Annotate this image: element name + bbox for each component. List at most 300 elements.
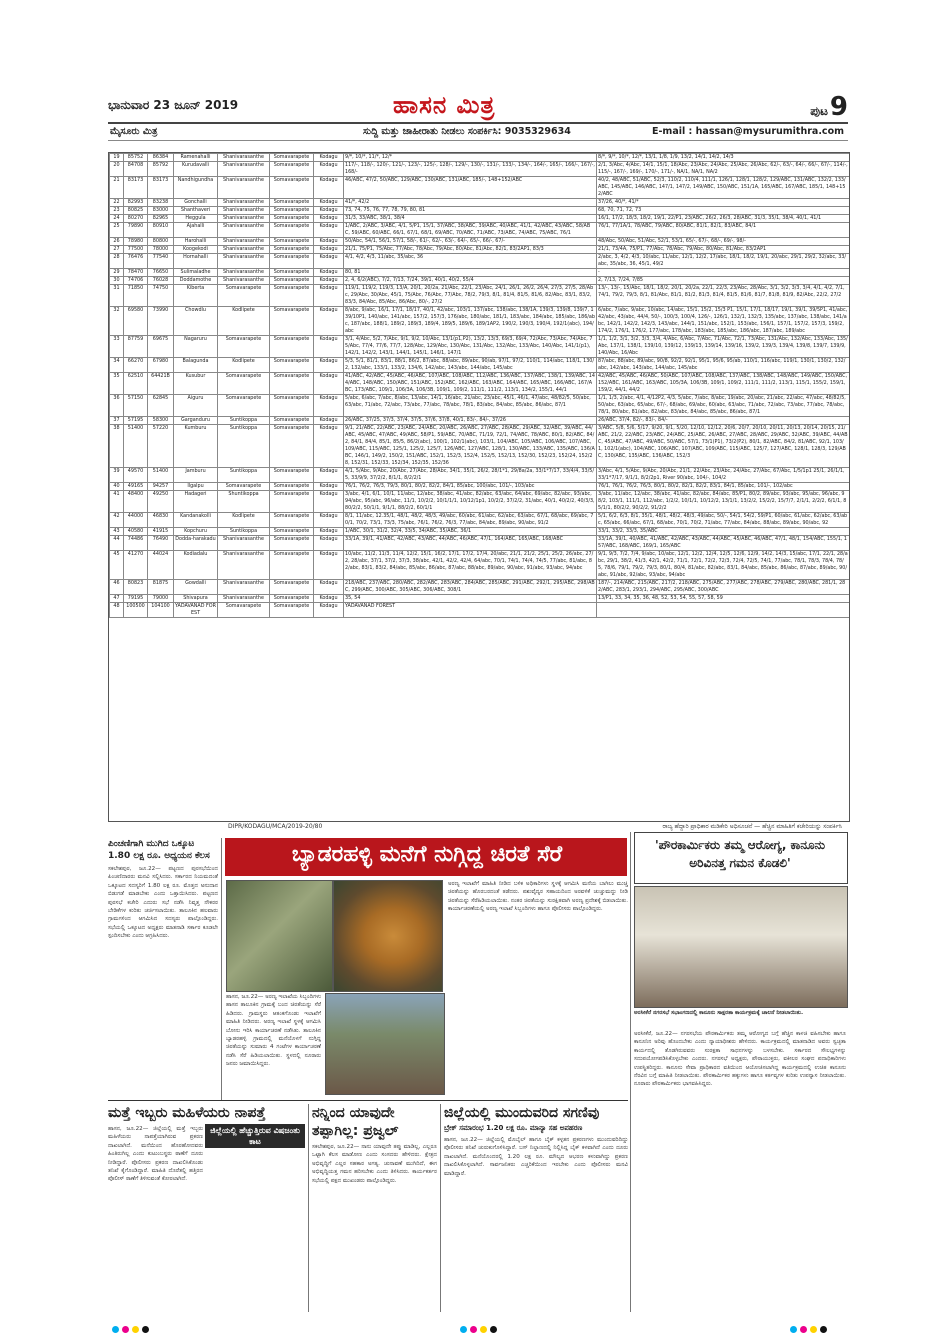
- table-row: [110, 238, 850, 246]
- table-cell: Shanivarasanthe: [218, 254, 270, 269]
- table-cell: Kodagu: [314, 246, 344, 254]
- table-cell: 68, 70, 71, 72, 73: [597, 207, 850, 215]
- table-cell: 80910: [148, 223, 174, 238]
- table-cell: 42/ABC, 45/ABC, 46/ABC, 50/ABC, 107/ABC, 108/ABC, 137/ABC, 138/ABC, 148/ABC, 149/ABC, 150/ABC, 152/ABC, 161/ABC, 163/ABC, 105/3A, 106/3B, 109/1, 109/2, 111/1, 111/2, 113/1, 115/1, 155/2, 159/1, 159/2, 44/1, 44/2: [597, 373, 850, 395]
- table-cell: 2/1, 3/Abc, 4/Abc, 14/1, 15/1, 18/Abc, 23/Abc, 24/Abc, 25/Abc, 26/Abc, 62/-, 63/-, 64/-, 66/-, 67/-, 114/-, 115/-, 167/-, 169/-, 170/-, 171/-, NA/1, NA/1, NA/2: [598, 162, 848, 175]
- photo-crowd: [325, 993, 445, 1095]
- table-cell: 2/abc, 3, 4/2, 4/3, 10/abc, 11/abc, 12/1, 12/2, 17/abc, 18/1, 18/2, 19/1, 20/abc, 29/1, 29/2, 32/abc, 33/abc, 35/abc, 36, 45/1, 49/2: [597, 254, 850, 269]
- table-cell: Somavarapete: [270, 307, 314, 336]
- table-cell: 19: [110, 154, 124, 162]
- registration-dots-icon: [112, 1318, 182, 1326]
- table-cell: Somavarapete: [270, 483, 314, 491]
- table-cell: 35: [110, 373, 124, 395]
- table-cell: 5/abc, 6/abc, 7/abc, 8/abc, 13/abc, 14/1, 16/abc, 21/abc, 23/abc, 45/1, 46/1, 47/abc, 48/82/5, 50/abc, 63/abc, 71/abc, 72/abc, 73/abc, 77/abc, 78/abc, 78/1, 83/abc, 84/abc, 85/abc, 86/abc, 87/1: [344, 395, 597, 417]
- table-cell: 28: [110, 254, 124, 269]
- table-cell: 94257: [148, 483, 174, 491]
- article-body: ಹಾಸನ, ಜೂ.22— ಜಿಲ್ಲೆಯಲ್ಲಿ ಮೊಬೈಲ್ ಹಾಗೂ ಬೈಕ್ ಕಳ್ಳತನ ಪ್ರಕರಣಗಳು ಮುಂದುವರಿದಿದ್ದು ಪೊಲೀಸರು ತನಿಖೆ ಚುರುಕುಗೊಳಿಸಿದ್ದಾರೆ. ಬಸ್ ನಿಲ್ದಾಣದಲ್ಲಿ ನಿಲ್ಲಿಸಿದ್ದ ಬೈಕ್ ಕಳವಾಗಿದೆ ಎಂದು ದೂರು ದಾಖಲಾಗಿದೆ. ಮನೆಯೊಂದರಲ್ಲಿ 1.20 ಲಕ್ಷ ರೂ. ಮೌಲ್ಯದ ಆಭರಣ ಕಳುವಾಗಿದ್ದು ಪ್ರಕರಣ ದಾಖಲಿಸಿಕೊಳ್ಳಲಾಗಿದೆ. ಸಾರ್ವಜನಿಕರು ಎಚ್ಚರಿಕೆಯಿಂದ ಇರಬೇಕು ಎಂದು ಪೊಲೀಸರು ಮನವಿ ಮಾಡಿದ್ದಾರೆ.: [444, 1137, 628, 1177]
- table-cell: Somavarapete: [270, 177, 314, 199]
- table-cell: 46830: [148, 513, 174, 528]
- table-cell: 29: [110, 269, 124, 277]
- article-body: ಹಾಸನ, ಜೂ.22— ಜಿಲ್ಲೆಯಲ್ಲಿ ಮತ್ತೆ ಇಬ್ಬರು ಮಹಿಳೆಯರು ನಾಪತ್ತೆಯಾಗಿರುವ ಪ್ರಕರಣ ದಾಖಲಾಗಿದೆ. ಮನೆಯಿಂದ ಹೊರಹೋದವರು ಹಿಂತಿರುಗಿಲ್ಲ ಎಂದು ಕುಟುಂಬಸ್ಥರು ಠಾಣೆಗೆ ದೂರು ನೀಡಿದ್ದಾರೆ. ಪೊಲೀಸರು ಪ್ರಕರಣ ದಾಖಲಿಸಿಕೊಂಡು ತನಿಖೆ ಕೈಗೊಂಡಿದ್ದಾರೆ. ಮಾಹಿತಿ ದೊರೆತಲ್ಲಿ ಹತ್ತಿರದ ಪೊಲೀಸ್ ಠಾಣೆಗೆ ತಿಳಿಸುವಂತೆ ಕೋರಲಾಗಿದೆ.: [108, 1126, 203, 1183]
- table-cell: 51400: [124, 425, 148, 468]
- table-cell: Shanivarasanthe: [218, 223, 270, 238]
- table-cell: 27: [110, 246, 124, 254]
- table-cell: Somavarapete: [270, 277, 314, 285]
- table-row: [110, 154, 850, 162]
- table-cell: Kodagu: [314, 603, 344, 618]
- table-cell: Shanivarasanthe: [218, 215, 270, 223]
- table-cell: Shanivarasanthe: [218, 154, 270, 162]
- table-cell: Somavarapete: [270, 246, 314, 254]
- table-cell: 40580: [124, 528, 148, 536]
- table-cell: Somavarapete: [270, 395, 314, 417]
- table-cell: Somavarapete: [270, 580, 314, 595]
- table-cell: Kodagu: [314, 277, 344, 285]
- table-cell: 2, 7/13, 7/24, 7/85: [597, 277, 850, 285]
- bottom-divider: [108, 1100, 628, 1101]
- table-row: [110, 269, 850, 277]
- photo-meeting: [634, 886, 848, 1008]
- table-cell: 78980: [124, 238, 148, 246]
- table-cell: Shanivarasanthe: [218, 207, 270, 215]
- photo-caption: ಅರಸೀಕೆರೆ ನಗರಸಭೆ ಸಭಾಂಗಣದಲ್ಲಿ ಕಾನೂನು ಸಾಕ್ಷರತಾ ಕಾರ್ಯಕ್ರಮಕ್ಕೆ ಚಾಲನೆ ನೀಡಲಾಯಿತು.: [634, 1010, 804, 1016]
- table-cell: 22: [110, 199, 124, 207]
- right-body: ಅರಸೀಕೆರೆ, ಜೂ.22— ನಗರಸಭೆಯ ಪೌರಕಾರ್ಮಿಕರು ತಮ್ಮ ಆರೋಗ್ಯದ ಬಗ್ಗೆ ಹೆಚ್ಚಿನ ಕಾಳಜಿ ವಹಿಸಬೇಕು ಹಾಗೂ ಕಾನೂನಿನ ಅರಿವು ಹೊಂದಬೇಕು ಎಂದು ನ್ಯಾಯಾಧೀಶರು ಹೇಳಿದರು. ಕಾರ್ಯಕ್ರಮದಲ್ಲಿ ಮಾತನಾಡಿದ ಅವರು ಸ್ವಚ್ಛತಾ ಕಾರ್ಯದಲ್ಲಿ ತೊಡಗಿರುವವರು ಸುರಕ್ಷತಾ ಸಾಧನಗಳನ್ನು ಬಳಸಬೇಕು. ಸರ್ಕಾರದ ಸೌಲಭ್ಯಗಳನ್ನು ಸದುಪಯೋಗಪಡಿಸಿಕೊಳ್ಳಬೇಕು ಎಂದರು. ನಗರಸಭೆ ಅಧ್ಯಕ್ಷರು, ಪೌರಾಯುಕ್ತರು, ವಕೀಲರ ಸಂಘದ ಪದಾಧಿಕಾರಿಗಳು ಉಪಸ್ಥಿತರಿದ್ದರು. ಕಾನೂನು ಸೇವಾ ಪ್ರಾಧಿಕಾರದ ವತಿಯಿಂದ ಆಯೋಜಿಸಲಾಗಿದ್ದ ಕಾರ್ಯಕ್ರಮದಲ್ಲಿ ಉಚಿತ ಕಾನೂನು ನೆರವಿನ ಬಗ್ಗೆ ಮಾಹಿತಿ ನೀಡಲಾಯಿತು. ಪೌರಕಾರ್ಮಿಕರ ಹಕ್ಕುಗಳು ಹಾಗೂ ಕರ್ತವ್ಯಗಳ ಕುರಿತು ಉಪನ್ಯಾಸ ನೀಡಲಾಯಿತು. ನೂರಾರು ಪೌರಕಾರ್ಮಿಕರು ಭಾಗವಹಿಸಿದ್ದರು.: [634, 1031, 846, 1088]
- table-cell: Kodagu: [314, 536, 344, 551]
- table-row: [110, 536, 850, 551]
- column-rule: [221, 838, 222, 1100]
- table-cell: Kopchuru: [174, 528, 218, 536]
- table-cell: 26: [110, 238, 124, 246]
- table-cell: Somavarapete: [270, 595, 314, 603]
- table-cell: 80, 81: [344, 269, 597, 277]
- table-row: [110, 162, 850, 177]
- table-cell: Nandhigundha: [174, 177, 218, 199]
- table-cell: Kumburu: [174, 425, 218, 468]
- table-cell: 34: [110, 358, 124, 373]
- table-cell: Somavarapete: [270, 491, 314, 513]
- table-cell: Shanivarasanthe: [218, 551, 270, 580]
- table-cell: Somavarapete: [218, 395, 270, 417]
- table-cell: Kodagu: [314, 595, 344, 603]
- table-cell: 1/1, 1/2, 3/1, 3/2, 3/3, 3/4, 4/Abc, 6/Abc, 7/Abc, 71/Abc, 72/1, 73/Abc, 131/Abc, 132/Abc, 133/Abc, 135/Abc, 137/1, 138/1, 139/10, 139/12, 139/13, 139/14, 139/16, 139/2, 139/3, 139/4, 139/8, 139/7, 139/9, 140/Abc, 16/Abc: [598, 336, 848, 356]
- table-cell: Kodiadalu: [174, 551, 218, 580]
- table-cell: 13/P1, 33, 34, 35, 36, 48, 52, 53, 54, 55, 57, 58, 59: [597, 595, 850, 603]
- table-cell: 82965: [148, 215, 174, 223]
- table-cell: 69580: [124, 307, 148, 336]
- table-cell: 87/abc, 88/abc, 89/abc, 90/8, 92/2, 92/1, 95/1, 95/6, 95/ab, 110/1, 116/abc, 119/1, 130/1, 130/2, 132/abc, 142/abc, 143/abc, 144/abc, 145/abc: [597, 358, 850, 373]
- table-cell: 8/abc, 9/abc, 16/1, 17/1, 18/17, 40/1, 42/abc, 103/1, 137/abc, 138/abc, 138/1A, 139/3, 139/8, 139/7, 139/10P1, 140/abc, 141/abc, 157/2, 157/3, 176/abc, 180/abc, 181/1, 183/abc, 184/abc, 185/abc, 186/abc, 187/abc, 188/1, 189/2, 189/3, 189/4, 189/5, 189/6, 189/1AP2, 190/2, 190/3, 190/4, 192/1(abc), 194/abc: [345, 307, 595, 334]
- table-cell: 80823: [124, 580, 148, 595]
- table-cell: 30: [110, 277, 124, 285]
- main-body-a: ಹಾಸನ, ಜೂ.22— ಅರಣ್ಯ ಇಲಾಖೆಯ ಸಿಬ್ಬಂದಿಗಳು ಹಾಸನ ತಾಲೂಕಿನ ಗ್ರಾಮಕ್ಕೆ ಬಂದ ಚಿರತೆಯನ್ನು ಸೆರೆ ಹಿಡಿದರು. ಗ್ರಾಮಸ್ಥರು ಆತಂಕಗೊಂಡು ಇಲಾಖೆಗೆ ಮಾಹಿತಿ ನೀಡಿದರು. ಅರಣ್ಯ ಇಲಾಖೆ ಸ್ಥಳಕ್ಕೆ ಆಗಮಿಸಿ ಬೋನು ಇರಿಸಿ ಕಾರ್ಯಾಚರಣೆ ನಡೆಸಿತು. ತಾಲೂಕಿನ ಬ್ಯಾಡರಹಳ್ಳಿ ಗ್ರಾಮದಲ್ಲಿ ಮನೆಯೊಳಗೆ ನುಗ್ಗಿದ್ದ ಚಿರತೆಯನ್ನು ಸುಮಾರು 4 ಗಂಟೆಗಳ ಕಾರ್ಯಾಚರಣೆ ನಡೆಸಿ ಸೆರೆ ಹಿಡಿಯಲಾಯಿತು. ಸ್ಥಳದಲ್ಲಿ ನೂರಾರು ಜನರು ಜಮಾಯಿಸಿದ್ದರು.: [226, 994, 321, 1068]
- table-cell: Kodagu: [314, 254, 344, 269]
- table-cell: 82993: [124, 199, 148, 207]
- table-cell: YADAVANAD FOREST: [175, 603, 216, 616]
- table-cell: 8/*, 9/*, 10/*, 12/*, 13/1, 1/8, 1/9, 13/2, 14/1, 14/2, 14/3: [597, 154, 850, 162]
- table-cell: 49570: [124, 468, 148, 483]
- table-cell: Kodagu: [314, 177, 344, 199]
- table-cell: 77540: [148, 254, 174, 269]
- table-row: [110, 336, 850, 358]
- table-cell: 41/*, 42/2: [344, 199, 597, 207]
- table-cell: 3/abc, 11/abc, 12/abc, 38/abc, 41/abc, 82/abc, 84/abc, 85/P1, 80/2, 89/abc, 93/abc, 95/abc, 96/abc, 98/2, 103/1, 111/1, 112/abc, 1/2/2, 10/1/1, 10/12/2, 13/1/1, 13/2/2, 15/2/2, 15/7/7, 2/1/1, 2/2/2, 6/1/1, 85/1/1, 80/2/2, 90/2/2, 91/2/2: [597, 491, 850, 513]
- table-cell: 104100: [148, 603, 174, 618]
- table-cell: 47: [110, 595, 124, 603]
- table-cell: Kurudavalli: [174, 162, 218, 177]
- table-cell: 38: [110, 425, 124, 468]
- table-cell: 44000: [124, 513, 148, 528]
- table-cell: 51400: [148, 468, 174, 483]
- table-cell: Kodagu: [314, 551, 344, 580]
- table-row: [110, 425, 850, 468]
- table-cell: 40: [110, 483, 124, 491]
- table-cell: 21/1, 75/P1, 75/Abc, 77/Abc, 78/Abc, 79/Abc, 80/Abc, 81/Abc, 82/1, 83/2AP1, 83/3: [344, 246, 597, 254]
- page-label: [810, 92, 848, 122]
- table-cell: 67980: [148, 358, 174, 373]
- table-row: [110, 603, 850, 618]
- table-row: [110, 395, 850, 417]
- table-cell: Somavarapete: [270, 154, 314, 162]
- table-cell: Somavarapete: [270, 238, 314, 246]
- table-cell: Kandanakolli: [174, 513, 218, 528]
- table-row: [110, 215, 850, 223]
- table-cell: 69675: [148, 336, 174, 358]
- article-headline: ಪಿಂಚಣಿಗಾಗಿ ಮುಗಿದ ಒಕ್ಕೂಟ 1.80 ಲಕ್ಷ ರೂ. ಅಧ್ಯಯನ ಕೆಲಸ: [108, 839, 210, 861]
- table-cell: 73, 74, 75, 76, 77, 78, 79, 80, 81: [344, 207, 597, 215]
- table-cell: 48/Abc, 50/Abc, 51/Abc, 52/1, 53/1, 65/-, 67/-, 68/-, 69/-, 98/-: [597, 238, 850, 246]
- table-cell: Kodagu: [314, 162, 344, 177]
- table-cell: Somavarapete: [270, 536, 314, 551]
- article-pension: [108, 838, 218, 1098]
- table-cell: 85792: [148, 162, 174, 177]
- table-cell: 26/ABC, 37/4, 82/-, 83/-, 84/-: [597, 417, 850, 425]
- table-row: [110, 223, 850, 238]
- table-cell: 74750: [148, 285, 174, 307]
- table-cell: Somavarapete: [218, 285, 270, 307]
- photo-leopard: [333, 880, 443, 992]
- table-cell: Shanivarasanthe: [218, 277, 270, 285]
- table-cell: 24: [110, 215, 124, 223]
- table-cell: Somavarapete: [270, 199, 314, 207]
- table-cell: 76476: [124, 254, 148, 269]
- table-cell: 58300: [148, 417, 174, 425]
- info-bar: [108, 122, 848, 141]
- contact-line: ಸುದ್ದಿ ಮತ್ತು ಜಾಹೀರಾತು ನೀಡಲು ಸಂಪರ್ಕಿಸಿ: 9035329634: [363, 126, 571, 137]
- table-cell: Kodlipete: [218, 513, 270, 528]
- table-cell: Somavarapete: [270, 358, 314, 373]
- table-cell: Ilgalpu: [174, 483, 218, 491]
- table-cell: Shanivarasanthe: [218, 162, 270, 177]
- table-cell: 218/ABC, 237/ABC, 280/ABC, 282/ABC, 283/ABC, 284/ABC, 285/ABC, 291/ABC, 292/1, 295/ABC, 298/ABC, 299/ABC, 300/ABC, 305/ABC, 306/ABC, 308/1: [345, 580, 595, 593]
- table-cell: Somavarapete: [270, 162, 314, 177]
- table-cell: Kodlipete: [218, 358, 270, 373]
- table-cell: Kodagu: [314, 580, 344, 595]
- table-cell: 57150: [124, 395, 148, 417]
- table-cell: Suntikoppa: [218, 468, 270, 483]
- table-cell: Kodagu: [314, 491, 344, 513]
- table-cell: 45: [110, 551, 124, 580]
- table-row: [110, 285, 850, 307]
- table-cell: Nagaruru: [174, 336, 218, 358]
- table-cell: Gowdalli: [174, 580, 218, 595]
- table-cell: Kodagu: [314, 238, 344, 246]
- table-cell: Somavarapete: [218, 373, 270, 395]
- table-cell: 4/1, 4/2, 4/3, 11/abc, 35/abc, 36: [344, 254, 597, 269]
- table-cell: Chowdlu: [174, 307, 218, 336]
- table-cell: 9/1, 9/3, 7/2, 7/4, 9/abc, 10/abc, 12/1, 12/2, 12/4, 12/5, 12/6, 12/9, 14/2, 14/3, 15/abc, 17/1, 22/1, 28/abc, 29/1, 38/2, 41/3, 42/1, 42/2, 71/1, 72/1, 72/2, 72/3, 72/4, 72/5, 74/1, 77/abc, 78/1, 78/3, 78/4, 78/5, 78/6, 79/1, 79/2, 79/3, 80/1, 80/4, 81/abc, 82/abc, 83/1, 84/abc, 85/abc, 86/abc, 87/abc, 89/abc, 90/abc, 91/abc, 92/abc, 93/abc, 94/abc: [598, 551, 848, 578]
- table-cell: 100500: [124, 603, 148, 618]
- table-cell: 76/1, 76/2, 76/3, 79/3, 80/1, 80/2, 82/2, 84/1, 85/abc, 100/abc, 101/-, 103/abc: [344, 483, 597, 491]
- table-cell: Kodagu: [314, 154, 344, 162]
- table-cell: 83000: [148, 207, 174, 215]
- table-cell: Kodagu: [314, 336, 344, 358]
- table-cell: 44024: [148, 551, 174, 580]
- paper-name: ಮೈಸೂರು ಮಿತ್ರ: [110, 126, 158, 137]
- table-cell: 57195: [124, 417, 148, 425]
- table-cell: 76490: [148, 536, 174, 551]
- table-cell: Somavarapete: [270, 603, 314, 618]
- table-cell: Dodda-harakadu: [174, 536, 218, 551]
- table-cell: Ramenahalli: [174, 154, 218, 162]
- table-cell: 41/ABC, 42/ABC, 45/ABC, 46/ABC, 107/ABC, 108/ABC, 112/ABC, 136/ABC, 137/ABC, 138/1, 139/ABC, 144/ABC, 148/ABC, 150/ABC, 151/ABC, 152/ABC, 162/ABC, 163/ABC, 164/ABC, 165/ABC, 166/ABC, 167/ABC, 173/ABC, 109/1, 106/3A, 106/3B, 109/1, 109/2, 111/1, 111/2, 113/1, 134/2, 155/1, 44/1: [345, 373, 595, 393]
- table-cell: Suntikoppa: [218, 425, 270, 468]
- table-cell: 48400: [124, 491, 148, 513]
- table-cell: Sulimaladhe: [174, 269, 218, 277]
- table-cell: 81875: [148, 580, 174, 595]
- table-cell: 41270: [124, 551, 148, 580]
- table-cell: 48: [110, 603, 124, 618]
- table-cell: 76/1, 77/1A/1, 78/ABC, 79/ABC, 80/ABC, 81/1, 82/1, 83/ABC, 84/1: [597, 223, 850, 238]
- table-cell: 36: [110, 395, 124, 417]
- table-cell: Somavarapete: [270, 215, 314, 223]
- table-cell: 43: [110, 528, 124, 536]
- table-cell: [597, 603, 850, 618]
- table-cell: 1/ABC, 2/ABC, 3/ABC, 4/1, 5/P1, 15/1, 37/ABC, 38/ABC, 39/ABC, 40/ABC, 41/1, 42/ABC, 43/ABC, 58/ABC, 59/ABC, 60/ABC, 66/1, 67/1, 68/1, 69/ABC, 70/ABC, 71/ABC, 73/ABC, 74/ABC, 75/ABC, 76/1: [344, 223, 597, 238]
- page-number: 9: [829, 92, 848, 122]
- table-cell: Somavarapete: [270, 285, 314, 307]
- table-cell: 39: [110, 468, 124, 483]
- registration-dots-icon: [790, 1318, 860, 1326]
- table-cell: Somavarapete: [270, 254, 314, 269]
- table-cell: 46: [110, 580, 124, 595]
- table-cell: Heggula: [174, 215, 218, 223]
- table-cell: Shanivarasanthe: [218, 238, 270, 246]
- table-cell: Kodagu: [314, 199, 344, 207]
- table-cell: 6/abc, 7/abc, 9/abc, 10/abc, 14/abc, 15/1, 15/2, 15/3 P1, 15/1, 17/1, 18/17, 19/1, 39/1, 39/5P1, 41/abc, 42/abc, 43/abc, 44/4, 50/-, 100/3, 100/4, 126/-, 126/1, 132/1, 132/3, 135/abc, 137/abc, 138/abc, 141/abc, 142/1, 142/2, 142/3, 143/abc, 144/1, 151/abc, 152/1, 153/abc, 156/1, 157/1, 157/2, 157/3, 159/2, 174/2, 176/1, 176/2, 177/abc, 178/abc, 183/abc, 185/abc, 186/abc, 187/abc, 189/abc: [597, 307, 850, 336]
- table-cell: 41915: [148, 528, 174, 536]
- issue-date: ಭಾನುವಾರ 23 ಜೂನ್ 2019: [108, 98, 239, 112]
- table-cell: 40/2, 48/ABC, 51/ABC, 52/3, 110/2, 110/4, 111/1, 126/1, 128/1, 128/2, 129/ABC, 131/ABC, 132/2, 133/ABC, 145/ABC, 146/ABC, 147/1, 147/2, 149/ABC, 150/ABC, 151/1A, 165/ABC, 167/ABC, 185/1, 148+152/ABC: [597, 177, 850, 199]
- table-cell: 31/3, 33/ABC, 38/1, 38/4: [344, 215, 597, 223]
- photo-officials: [226, 880, 333, 992]
- table-cell: 33: [110, 336, 124, 358]
- table-row: [110, 595, 850, 603]
- table-cell: Kodagu: [314, 373, 344, 395]
- table-cell: 73990: [148, 307, 174, 336]
- article-theft: [444, 1104, 628, 1314]
- table-cell: Somavarapete: [270, 468, 314, 483]
- table-cell: 5/1, 6/2, 6/3, 8/1, 35/1, 48/1, 48/2, 48/3, 49/abc, 50/-, 54/1, 54/2, 59/P1, 60/abc, 61/abc, 62/abc, 63/abc, 65/abc, 66/abc, 67/1, 68/abc, 70/1, 70/2, 71/abc, 77/abc, 84/abc, 88/abc, 89/abc, 90/abc, 92: [597, 513, 850, 528]
- article-badge: ಜಿಲ್ಲೆಯಲ್ಲಿ ಹೆಚ್ಚುತ್ತಿರುವ ವಿಷಜಂತು ಕಾಟ: [205, 1124, 305, 1148]
- table-cell: Kodagu: [314, 513, 344, 528]
- newspaper-logo: ಹಾಸನ ಮಿತ್ರ: [393, 90, 496, 119]
- table-cell: 84708: [124, 162, 148, 177]
- article-subheadline: ಬ್ರೇಕ್ ಸಮಾರಂಭ 1.20 ಲಕ್ಷ ರೂ. ಮಾನ್ಯಾ ಸಹ ಅಪಹರಣ: [444, 1124, 583, 1132]
- table-cell: Aiguru: [174, 395, 218, 417]
- table-cell: Somavarapete: [270, 417, 314, 425]
- table-cell: Hornahalli: [174, 254, 218, 269]
- notice-note: ರಾಜ್ಯ ಹೆದ್ದಾರಿ ಪ್ರಾಧಿಕಾರ ಮಡಿಕೇರಿ ಅಧಿಸೂಚನೆ — ಹೆಚ್ಚಿನ ಮಾಹಿತಿಗೆ ಕಚೇರಿಯನ್ನು ಸಂಪರ್ಕಿಸಿ: [662, 823, 842, 830]
- table-cell: 76028: [148, 277, 174, 285]
- table-cell: 80825: [124, 207, 148, 215]
- table-cell: Shuntikoppa: [218, 491, 270, 513]
- table-cell: 13/-, 13/-, 15/Abc, 18/1, 18/2, 20/1, 20/2a, 22/1, 22/3, 23/Abc, 28/Abc, 3/1, 3/2, 3/3, 3/4, 4/1, 4/2, 7/1, 74/1, 79/2, 79/3, 8/1, 81/Abc, 81/1, 81/2, 81/3, 81/4, 81/5, 81/6, 81/7, 81/8, 81/9, 82/Abc, 22/2, 27/2: [597, 285, 850, 307]
- table-row: [110, 580, 850, 595]
- table-cell: 57220: [148, 425, 174, 468]
- table-cell: Balagunda: [174, 358, 218, 373]
- table-row: [110, 513, 850, 528]
- table-row: [110, 307, 850, 336]
- table-cell: 37/26, 40/*, 41/*: [597, 199, 850, 207]
- table-cell: Somavarapete: [270, 269, 314, 277]
- table-cell: 42: [110, 513, 124, 528]
- email-address: E-mail : hassan@mysurumithra.com: [651, 126, 844, 137]
- table-cell: Kodagu: [314, 307, 344, 336]
- table-cell: 87759: [124, 336, 148, 358]
- table-row: [110, 491, 850, 513]
- table-cell: 2, 4, 6/2(ABC), 7/2, 7/13, 7/24, 39/1, 40/1, 40/2, 55/4: [344, 277, 597, 285]
- table-row: [110, 551, 850, 580]
- article-headline: ನನ್ನಿಂದ ಯಾವುದೇ ತಪ್ಪಾಗಿಲ್ಲ: ಪ್ರಜ್ವಲ್: [312, 1105, 399, 1139]
- table-cell: 85752: [124, 154, 148, 162]
- table-cell: 1/1, 1/3, 2/abc, 4/1, 4/12P2, 4/3, 5/abc, 7/abc, 8/abc, 19/abc, 20/abc, 21/abc, 22/abc, 47/abc, 48/82/5, 50/abc, 63/abc, 65/abc, 67/-, 68/abc, 69/abc, 60/abc, 63/abc, 71/abc, 72/abc, 73/abc, 77/abc, 78/abc, 78/1, 80/abc, 81/abc, 82/abc, 83/abc, 84/abc, 85/abc, 86/abc, 87/1: [597, 395, 850, 417]
- table-cell: 79000: [148, 595, 174, 603]
- table-cell: 26/ABC, 37/25, 37/3, 37/4, 37/5, 37/6, 37/8, 40/1, 83/-, 84/-, 37/26: [344, 417, 597, 425]
- table-cell: Ajahalli: [174, 223, 218, 238]
- table-cell: 83238: [148, 199, 174, 207]
- table-row: [110, 207, 850, 215]
- table-cell: Somavarapete: [270, 425, 314, 468]
- table-cell: 10/abc, 11/2, 11/3, 11/4, 12/2, 15/1, 16/2, 17/1, 17/2, 17/4, 20/abc, 21/1, 21/2, 25/1, 25/2, 26/abc, 27/2, 28/abc, 37/1, 37/2, 37/3, 38/abc, 42/1, 42/2, 42/4, 64/abc, 70/1, 74/1, 74/4, 74/5, 77/abc, 81/abc, 82/abc, 83/1, 83/2, 84/abc, 85/abc, 86/abc, 87/abc, 88/abc, 89/abc, 90/abc, 91/abc, 93/abc, 94/abc: [344, 551, 597, 580]
- article-snake: [205, 1124, 305, 1314]
- table-cell: 9/*, 10/*, 11/*, 12/*: [344, 154, 597, 162]
- article-headline: ಜಿಲ್ಲೆಯಲ್ಲಿ ಮುಂದುವರಿದ ಸಗಣಿವು: [444, 1105, 600, 1121]
- masthead: [108, 92, 848, 120]
- table-cell: 23: [110, 207, 124, 215]
- table-cell: Kodagu: [314, 417, 344, 425]
- table-cell: Kiberta: [174, 285, 218, 307]
- table-cell: 74486: [124, 536, 148, 551]
- table-cell: 76/1, 76/1, 76/2, 76/3, 80/1, 80/2, 82/1, 82/2, 83/1, 84/1, 85/abc, 101/-, 102/abc: [597, 483, 850, 491]
- table-cell: 33/1A, 39/1, 40/ABC, 41/ABC, 42/ABC, 43/ABC, 44/ABC, 45/ABC, 46/ABC, 47/1, 48/1, 154/ABC, 155/1, 157/ABC, 168/ABC, 169/1, 165/ABC: [597, 536, 850, 551]
- table-cell: 35, 54: [344, 595, 597, 603]
- notice-reference: DIPR/KODAGU/MCA/2019-20/80: [228, 823, 323, 830]
- table-cell: Shanivarasanthe: [218, 580, 270, 595]
- table-cell: 41: [110, 491, 124, 513]
- table-row: [110, 199, 850, 207]
- table-row: [110, 277, 850, 285]
- table-cell: Shanivarasanthe: [218, 177, 270, 199]
- table-cell: Kusubur: [174, 373, 218, 395]
- table-row: [110, 246, 850, 254]
- table-cell: Shanivarasanthe: [218, 269, 270, 277]
- table-cell: 71850: [124, 285, 148, 307]
- table-cell: 83173: [148, 177, 174, 199]
- table-cell: YADAVANAD FOREST: [344, 603, 597, 618]
- table-cell: 25: [110, 223, 124, 238]
- table-cell: 1/ABC, 30/1, 31/2, 32/4, 33/5, 34/ABC, 35/ABC, 36/1: [344, 528, 597, 536]
- table-row: [110, 528, 850, 536]
- table-cell: 31: [110, 285, 124, 307]
- right-headline: 'ಪೌರಕಾರ್ಮಿಕರು ತಮ್ಮ ಆರೋಗ್ಯ, ಕಾನೂನು ಅರಿವಿನತ್ತ ಗಮನ ಕೊಡಲಿ': [654, 838, 826, 870]
- table-cell: Shanthaveri: [174, 207, 218, 215]
- table-cell: Shanivarasanthe: [218, 246, 270, 254]
- table-cell: 86384: [148, 154, 174, 162]
- table-cell: 74706: [124, 277, 148, 285]
- table-row: [110, 417, 850, 425]
- table-cell: Somavarapete: [270, 336, 314, 358]
- table-cell: 62845: [148, 395, 174, 417]
- table-row: [110, 254, 850, 269]
- table-cell: 3/abc, 4/1, 6/1, 10/1, 11/abc, 12/abc, 38/abc, 41/abc, 82/abc, 63/abc, 64/abc, 69/abc, 82/abc, 93/abc, 94/abc, 95/abc, 96/abc, 11/1, 10/2/2, 10/1/1/1, 10/12/1p1, 10/2/2, 37/2/2, 31/abc, 40/1, 40/2/2, 40/3/3, 80/2/2, 50/1/1, 9/1/1, 88/2/2, 60/1/1: [345, 491, 595, 511]
- column-rule: [440, 1104, 441, 1312]
- table-cell: 16/1, 17/2, 18/3, 18/2, 19/1, 22/P1, 23/ABC, 26/2, 26/3, 28/ABC, 31/3, 35/1, 38/4, 40/1, 41/1: [597, 215, 850, 223]
- table-cell: Somavarapete: [270, 528, 314, 536]
- table-cell: 33/1, 33/2, 33/3, 35/ABC: [597, 528, 850, 536]
- table-footer: [108, 820, 848, 832]
- table-cell: 20: [110, 162, 124, 177]
- table-cell: 76650: [148, 269, 174, 277]
- table-cell: Somavarapete: [270, 223, 314, 238]
- table-cell: 21: [110, 177, 124, 199]
- table-cell: Shivapura: [174, 595, 218, 603]
- table-cell: Kodagu: [314, 358, 344, 373]
- table-cell: Somavarapete: [270, 207, 314, 215]
- table-cell: Somavarapete: [270, 513, 314, 528]
- table-cell: 37: [110, 417, 124, 425]
- table-cell: 78000: [148, 246, 174, 254]
- table-cell: 49250: [148, 491, 174, 513]
- table-cell: 119/1, 119/2, 119/3, 13/A, 20/1, 20/2a, 21/Abc, 22/1, 23/Abc, 24/1, 26/1, 26/2, 26/4, 27/3, 27/5, 28/Abc, 29/Abc, 30/Abc, 45/1, 75/Abc, 76/Abc, 77/Abc, 78/2, 79/3, 8/1, 81/4, 81/5, 81/6, 82/Abc, 83/1, 83/2, 83/3, 84/Abc, 85/Abc, 86/Abc, 80/-, 27/2: [344, 285, 597, 307]
- column-rule: [308, 1104, 309, 1312]
- table-cell: 49165: [124, 483, 148, 491]
- table-cell: -: [597, 269, 850, 277]
- table-cell: Koogekodi: [174, 246, 218, 254]
- table-cell: 3/1, 4/Abc, 5/2, 7/Abc, 9/1, 9/2, 10/Abc, 13/1(p1,P2), 13/2, 13/3, 69/3, 69/4, 72/Abc, 73/Abc, 74/Abc, 75/Abc, 77/4, 77/6, 77/7, 128/Abc, 129/Abc, 130/Abc, 131/Abc, 132/Abc, 133/Abc, 140/Abc, 141/1(p1), 142/1, 142/2, 143/1, 144/1, 145/1, 146/1, 147/1: [344, 336, 597, 358]
- table-cell: Kodagu: [314, 528, 344, 536]
- table-cell: 79195: [124, 595, 148, 603]
- table-cell: Kodagu: [314, 483, 344, 491]
- table-cell: 46/ABC, 47/2, 50/ABC, 129/ABC, 130/ABC, 131/ABC, 185/-, 148+152/ABC: [344, 177, 597, 199]
- table-cell: Suntikoppa: [218, 528, 270, 536]
- main-headline: ಬ್ಯಾಡರಹಳ್ಳಿ ಮನೆಗೆ ನುಗ್ಗಿದ್ದ ಚಿರತೆ ಸೆರೆ: [291, 842, 563, 867]
- table-cell: 78470: [124, 269, 148, 277]
- table-cell: 66270: [124, 358, 148, 373]
- table-cell: Shanivarasanthe: [218, 199, 270, 207]
- table-cell: Somavarapete: [270, 551, 314, 580]
- table-cell: Hadageri: [174, 491, 218, 513]
- table-cell: Somavarapete: [270, 373, 314, 395]
- survey-table: [109, 153, 850, 618]
- table-cell: 80270: [124, 215, 148, 223]
- table-cell: 3/Abc, 4/1, 5/Abc, 9/Abc, 20/Abc, 21/1, 22/Abc, 23/Abc, 24/Abc, 27/Abc, 67/Abc, 1/5/1p1 25/1, 26/1/1, 33/1*7/17, 9/1/1, 8/2/2p1, River 90/abc, 104/-, 104/2: [597, 468, 850, 483]
- main-body-b: ಅರಣ್ಯ ಇಲಾಖೆಗೆ ಮಾಹಿತಿ ನೀಡಿದ ಬಳಿಕ ಅಧಿಕಾರಿಗಳು ಸ್ಥಳಕ್ಕೆ ಆಗಮಿಸಿ ಮನೆಯ ಬಾಗಿಲು ಮುಚ್ಚಿ ಚಿರತೆಯನ್ನು ಹೊರಬರದಂತೆ ತಡೆದರು. ಪಶುವೈದ್ಯರ ಸಹಾಯದಿಂದ ಅರವಳಿಕೆ ಚುಚ್ಚುಮದ್ದು ನೀಡಿ ಚಿರತೆಯನ್ನು ಸೆರೆಹಿಡಿಯಲಾಯಿತು. ನಂತರ ಚಿರತೆಯನ್ನು ಸುರಕ್ಷಿತವಾಗಿ ಅರಣ್ಯ ಪ್ರದೇಶಕ್ಕೆ ಬಿಡಲಾಯಿತು. ಕಾರ್ಯಾಚರಣೆಯಲ್ಲಿ ಅರಣ್ಯ ಇಲಾಖೆ ಸಿಬ್ಬಂದಿಗಳು ಹಾಗೂ ಪೊಲೀಸರು ಪಾಲ್ಗೊಂಡಿದ್ದರು.: [448, 881, 628, 913]
- table-cell: 8/1, 11/abc, 12.35/1, 48/1, 48/2, 48/3, 49/abc, 60/abc, 61/abc, 62/abc, 63/abc, 67/1, 68/abc, 69/abc, 70/1, 70/2, 73/1, 73/3, 75/abc, 76/1, 76/2, 76/3, 77/abc, 84/abc, 89/abc, 90/abc, 91/2: [344, 513, 597, 528]
- table-row: [110, 483, 850, 491]
- article-mp: [312, 1104, 437, 1314]
- table-cell: Jamburu: [174, 468, 218, 483]
